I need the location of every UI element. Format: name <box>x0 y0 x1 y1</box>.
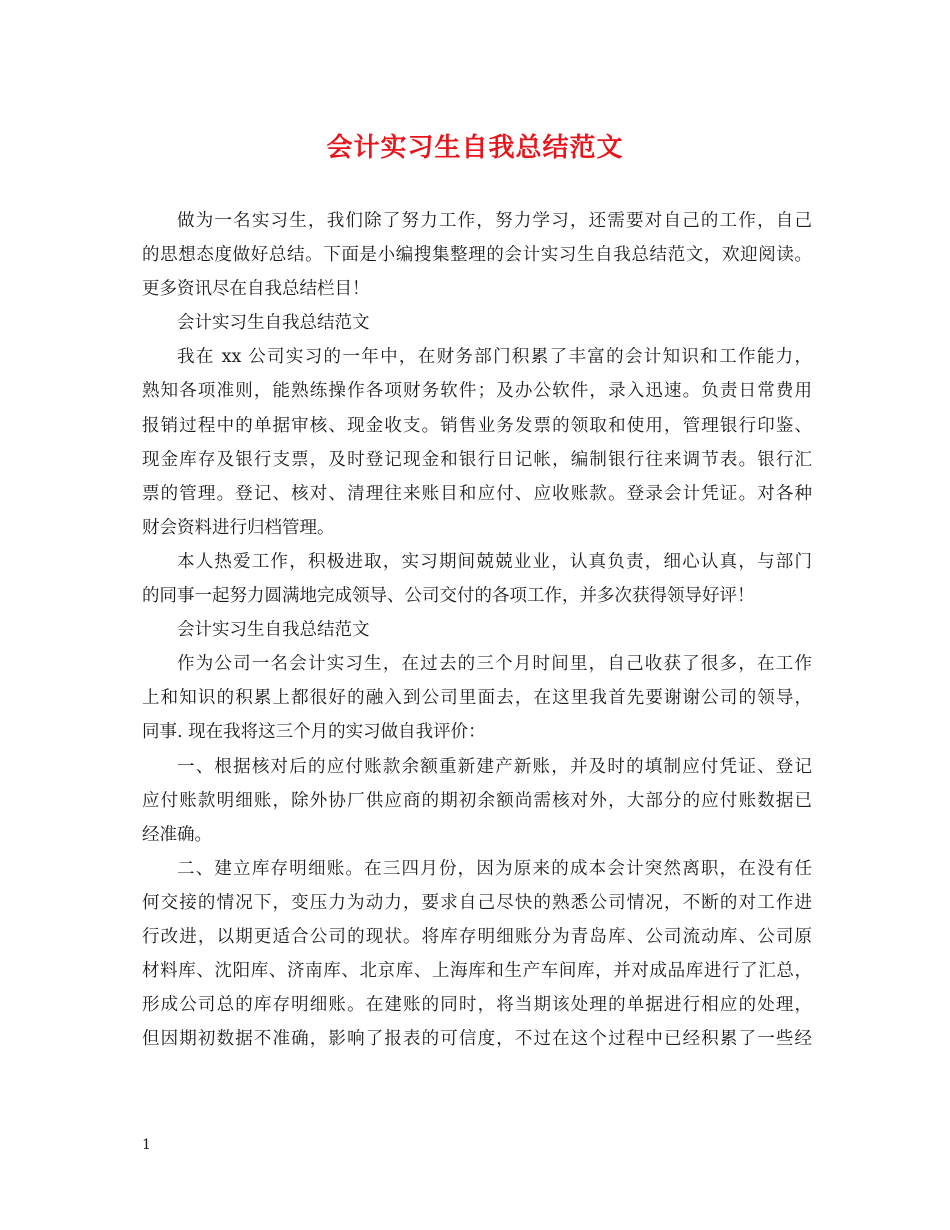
text-line: 会计实习生自我总结范文 <box>177 313 370 334</box>
text-line: 更多资讯尽在自我总结栏目！ <box>142 279 370 300</box>
text-line: 何交接的情况下，变压力为动力，要求自己尽快的熟悉公司情况，不断的对工作进 <box>142 892 812 913</box>
text-line: 一、根据核对后的应付账款余额重新建产新账，并及时的填制应付凭证、登记 <box>177 756 812 777</box>
text-line: 但因期初数据不准确，影响了报表的可信度，不过在这个过程中已经积累了一些经 <box>142 1029 812 1050</box>
text-line: 作为公司一名会计实习生，在过去的三个月时间里，自己收获了很多，在工作 <box>177 654 812 675</box>
text-line: 材料库、沈阳库、济南库、北京库、上海库和生产车间库，并对成品库进行了汇总， <box>142 961 812 982</box>
text-line: 经准确。 <box>142 824 212 845</box>
text-line: 二、建立库存明细账。在三四月份，因为原来的成本会计突然离职，在没有任 <box>177 858 812 879</box>
document-title: 会计实习生自我总结范文 <box>326 133 624 163</box>
text-line: 的思想态度做好总结。下面是小编搜集整理的会计实习生自我总结范文，欢迎阅读。 <box>142 245 812 266</box>
text-line: 熟知各项准则，能熟练操作各项财务软件；及办公软件，录入迅速。负责日常费用 <box>142 381 812 402</box>
text-line: 现金库存及银行支票，及时登记现金和银行日记帐，编制银行往来调节表。银行汇 <box>142 449 812 470</box>
text-line: 本人热爱工作，积极进取，实习期间兢兢业业，认真负责，细心认真，与部门 <box>177 551 812 572</box>
text-line: 行改进，以期更适合公司的现状。将库存明细账分为青岛库、公司流动库、公司原 <box>142 926 812 947</box>
text-line: 的同事一起努力圆满地完成领导、公司交付的各项工作，并多次获得领导好评！ <box>142 586 755 607</box>
text-line: 上和知识的积累上都很好的融入到公司里面去，在这里我首先要谢谢公司的领导， <box>142 688 812 709</box>
text-line: 财会资料进行归档管理。 <box>142 517 335 538</box>
document-body <box>142 204 812 1056</box>
text-line: 票的管理。登记、核对、清理往来账目和应付、应收账款。登录会计凭证。对各种 <box>142 483 812 504</box>
page-number: 1 <box>142 1137 151 1153</box>
text-line: 形成公司总的库存明细账。在建账的同时，将当期该处理的单据进行相应的处理， <box>142 995 812 1016</box>
text-line: 应付账款明细账，除外协厂供应商的期初余额尚需核对外，大部分的应付账数据已 <box>142 790 812 811</box>
text-line: 做为一名实习生，我们除了努力工作，努力学习，还需要对自己的工作，自己 <box>177 211 812 231</box>
text-line: 报销过程中的单据审核、现金收支。销售业务发票的领取和使用，管理银行印鉴、 <box>142 415 812 436</box>
text-line: 同事. 现在我将这三个月的实习做自我评价： <box>142 722 486 743</box>
text-line: 会计实习生自我总结范文 <box>177 620 370 641</box>
text-line: 我在 xx 公司实习的一年中，在财务部门积累了丰富的会计知识和工作能力， <box>177 347 812 368</box>
